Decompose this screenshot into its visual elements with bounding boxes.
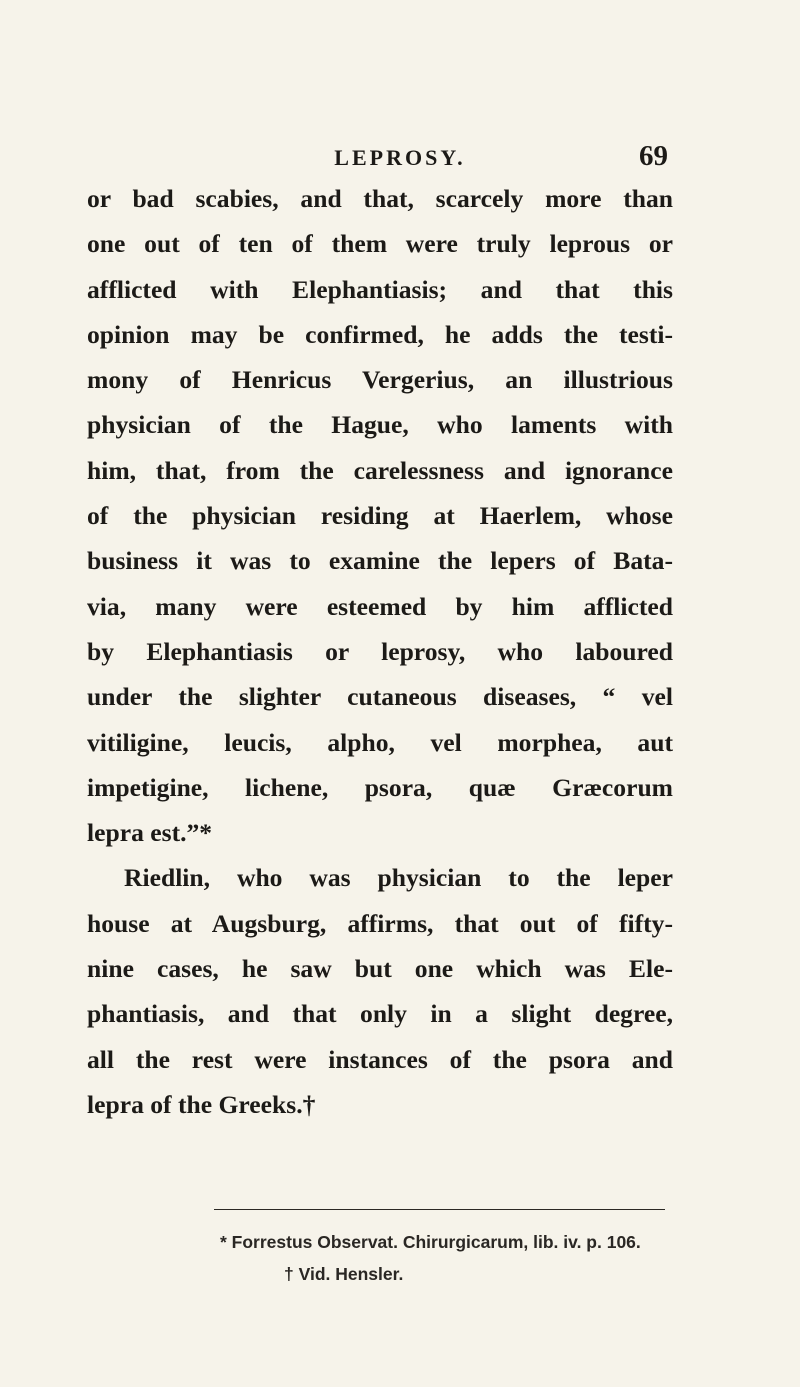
text-line: nine cases, he saw but one which was Ele- <box>87 954 673 984</box>
footnotes <box>0 1226 800 1290</box>
text-line: Riedlin, who was physician to the leper <box>124 863 673 893</box>
footnote-divider <box>214 1209 665 1210</box>
text-line: impetigine, lichene, psora, quæ Græcorum <box>87 772 673 802</box>
text-line: opinion may be confirmed, he adds the testi- <box>87 319 673 349</box>
running-title: LEPROSY. <box>334 145 466 170</box>
text-line: phantiasis, and that only in a slight degree, <box>87 999 673 1029</box>
text-line: house at Augsburg, affirms, that out of fifty- <box>87 908 673 938</box>
text-line: of the physician residing at Haerlem, whose <box>87 501 673 531</box>
text-line: lepra est.”* <box>87 818 213 848</box>
text-line: vitiligine, leucis, alpho, vel morphea, aut <box>87 727 673 757</box>
body-text <box>87 176 673 1127</box>
text-line: or bad scabies, and that, scarcely more than <box>87 184 673 213</box>
text-line: afflicted with Elephantiasis; and that this <box>87 274 673 304</box>
text-line: one out of ten of them were truly leprous or <box>87 229 673 259</box>
text-line: mony of Henricus Vergerius, an illustrious <box>87 365 673 395</box>
text-line: him, that, from the carelessness and ignorance <box>87 455 673 485</box>
text-line: business it was to examine the lepers of Bata- <box>87 546 673 576</box>
text-line: under the slighter cutaneous diseases, “ vel <box>87 682 673 712</box>
text-line: via, many were esteemed by him afflicted <box>87 591 673 621</box>
footnote: * Forrestus Observat. Chirurgicarum, lib. iv. p. 106. <box>220 1232 641 1252</box>
footnote: † Vid. Hensler. <box>284 1264 404 1284</box>
text-line: all the rest were instances of the psora and <box>87 1044 673 1074</box>
page-number: 69 <box>639 140 668 172</box>
text-line: by Elephantiasis or leprosy, who laboured <box>87 636 673 666</box>
text-line: lepra of the Greeks.† <box>87 1089 316 1119</box>
text-line: physician of the Hague, who laments with <box>87 410 673 440</box>
